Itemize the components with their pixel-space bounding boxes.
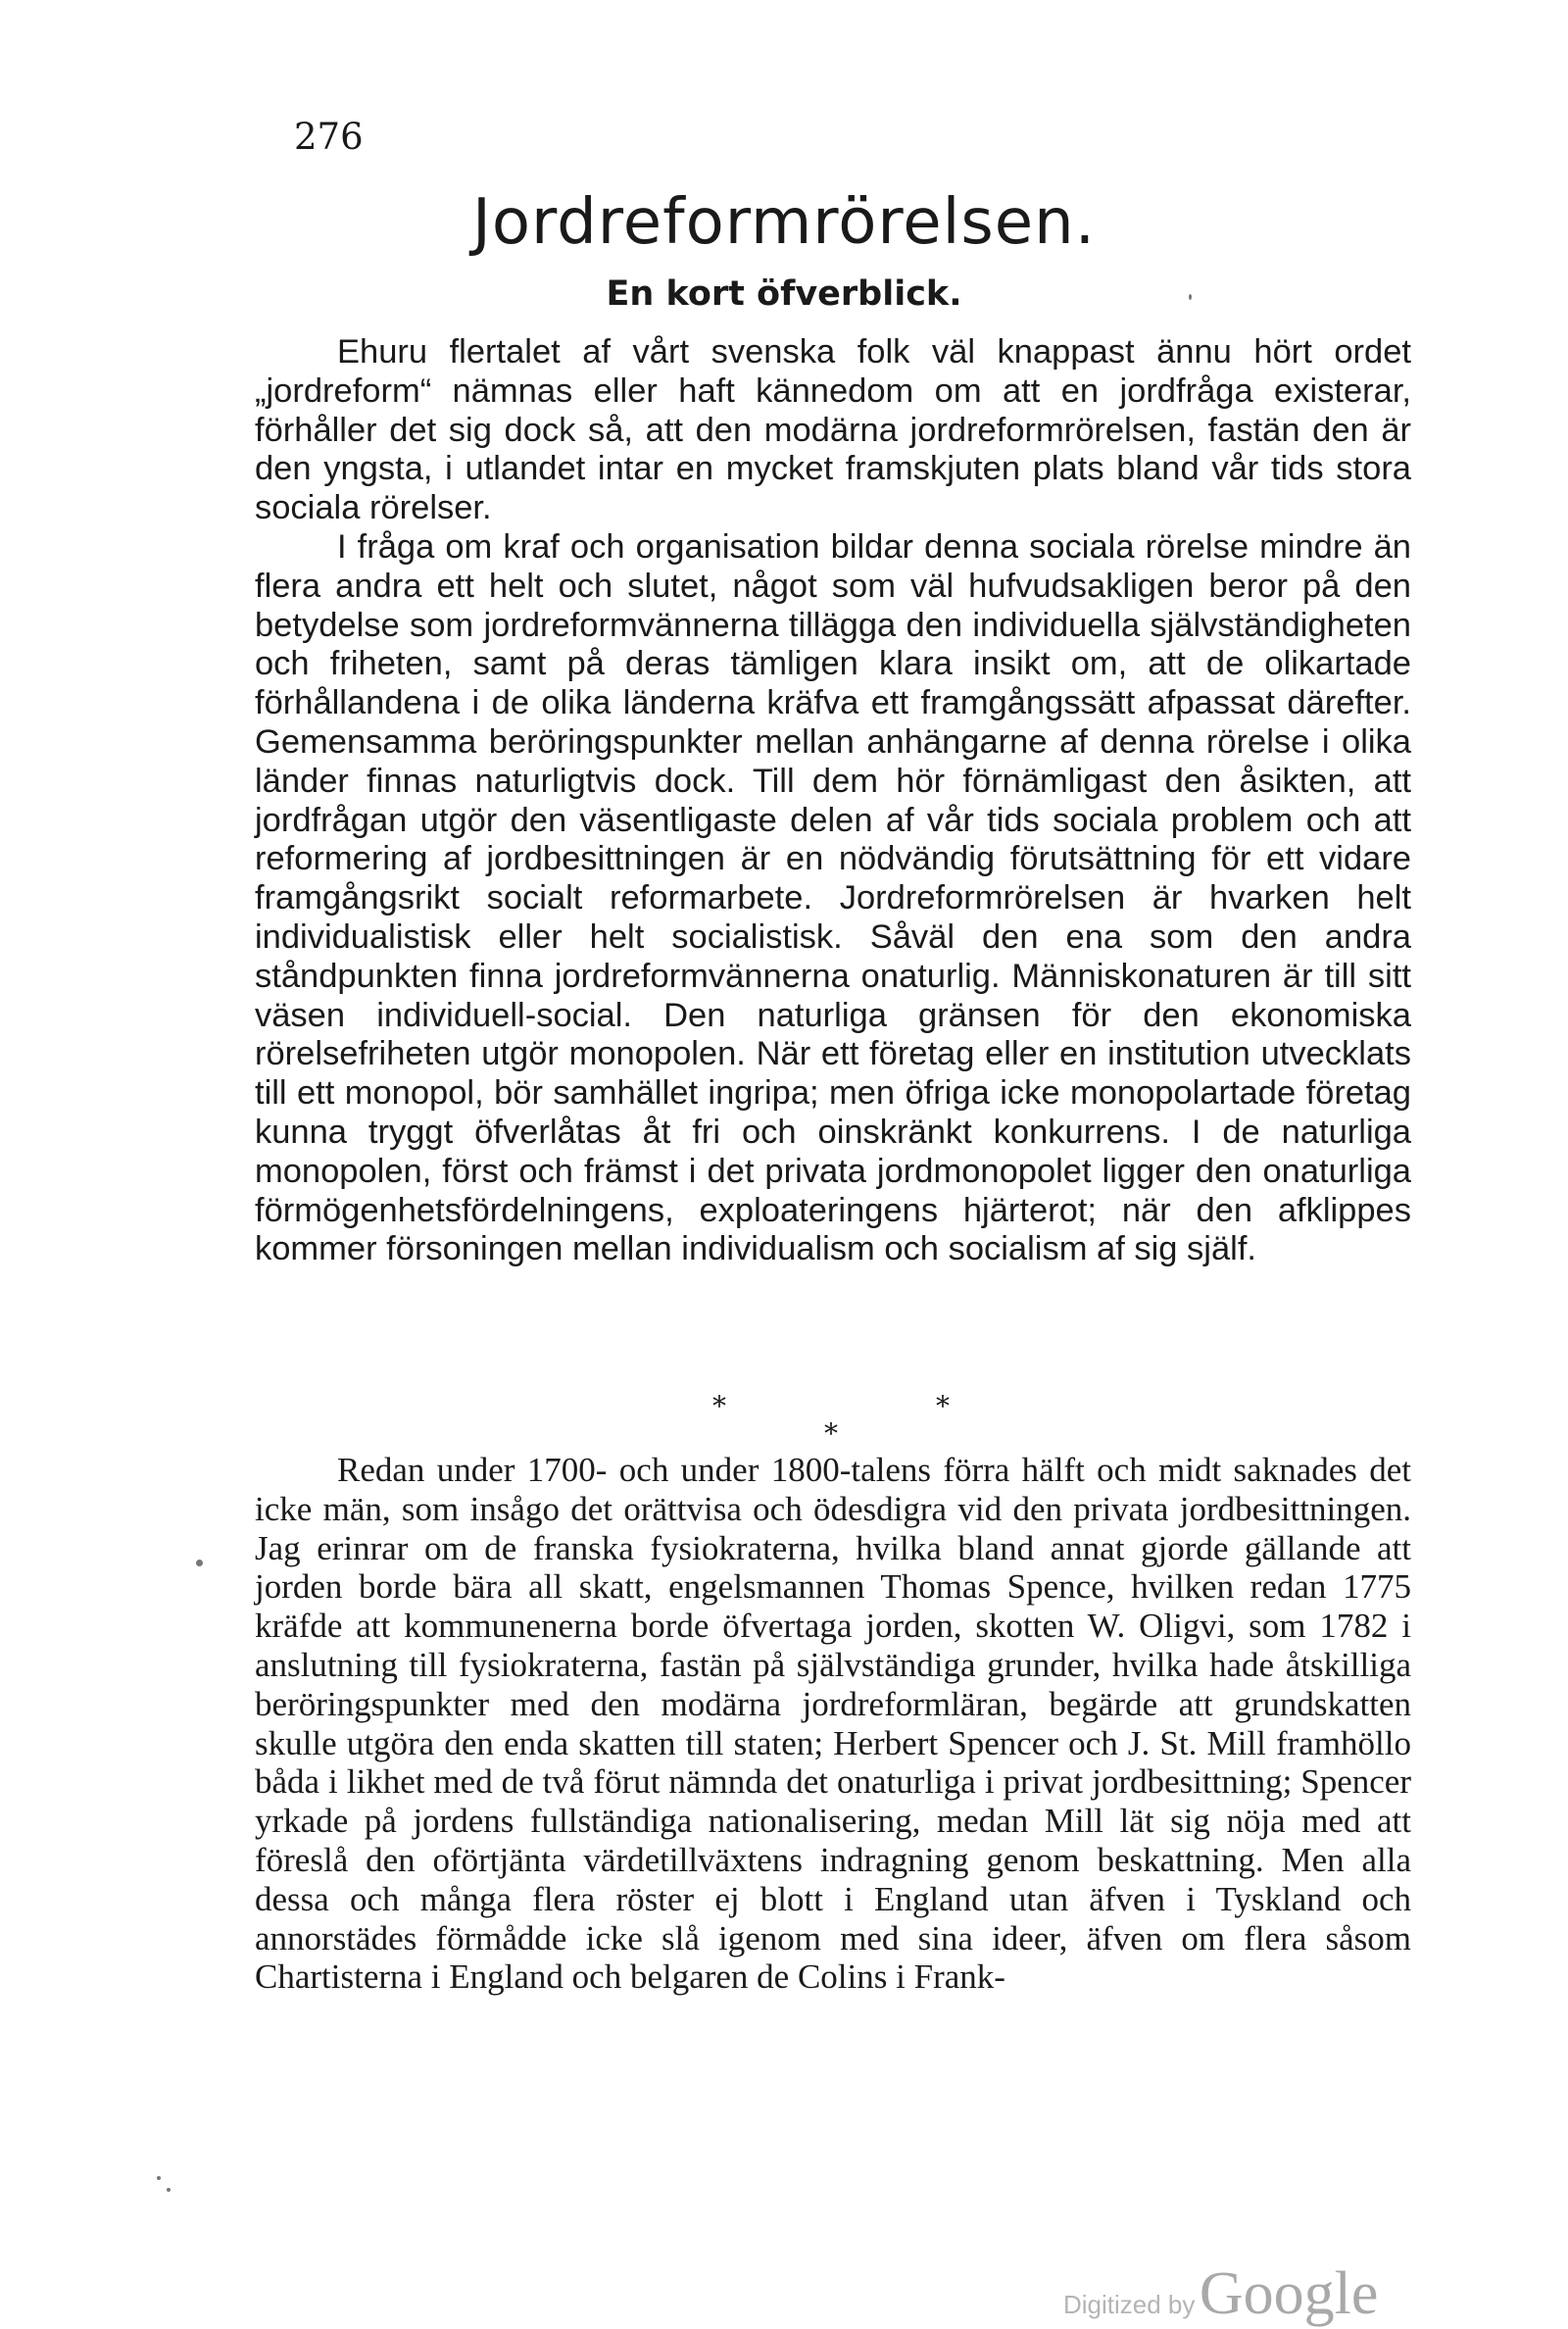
scan-speck	[196, 1560, 203, 1566]
page-number: 276	[294, 116, 364, 158]
digitized-watermark	[1063, 2259, 1378, 2329]
section-2-text	[255, 1451, 1411, 1997]
watermark-prefix: Digitized by	[1063, 2290, 1196, 2319]
scan-speck	[167, 2188, 171, 2192]
scan-speck	[1189, 294, 1192, 300]
page-subtitle: En kort öfverblick.	[606, 274, 962, 314]
scan-speck	[157, 2176, 161, 2180]
paragraph: I fråga om kraf och organisation bildar denna sociala rörelse mindre än flera andra ett helt och slutet, något som väl hufvudsakligen beror på den betydelse som jordreformvännerna tillägga den individuella självständigheten och friheten, samt på deras tämligen klara insikt om, att de olikartade förhållandena i de olika länderna kräfva ett framgångssätt afpassat därefter. Gemensamma beröringspunkter mellan anhängarne af denna rörelse i olika länder finnas naturligtvis dock. Till dem hör förnämligast den åsikten, att jordfrågan utgör den väsentligaste delen af vår tids sociala problem och att reformering af jordbesittningen är en nödvändig förutsättning för ett vidare framgångsrikt socialt reformarbete. Jordreformrörelsen är hvarken helt individualistisk eller helt socialistisk. Såväl den ena som den andra ståndpunkten finna jordreformvännerna onaturlig. Människonaturen är till sitt väsen individuell-social. Den naturliga gränsen för den ekonomiska rörelsefriheten utgör monopolen. När ett företag eller en institution utvecklats till ett monopol, bör samhället ingripa; men öfriga icke monopolartade företag kunna tryggt öfverlåtas åt fri och oinskränkt konkurrens. I de naturliga monopolen, först och främst i det privata jordmonopolet ligger den onaturliga förmögenhetsfördelningens, exploateringens hjärterot; när den afklippes kommer försoningen mellan individualism och socialism af sig själf.	[255, 527, 1411, 1268]
separator-asterisk: *	[936, 1390, 950, 1422]
paragraph: Redan under 1700- och under 1800-talens förra hälft och midt saknades det icke män, som insågo det orättvisa och ödesdigra vid den privata jordbesittningen. Jag erinrar om de franska fysiokraterna, hvilka bland annat gjorde gällande att jorden borde bära all skatt, engelsmannen Thomas Spence, hvilken redan 1775 kräfde att kommunenerna borde öfvertaga jorden, skotten W. Oligvi, som 1782 i anslutning till fysiokraterna, fastän på självständiga grunder, hvilka hade åtskilliga beröringspunkter med den modärna jordreformläran, begärde att grundskatten skulle utgöra den enda skatten till staten; Herbert Spencer och J. St. Mill framhöllo båda i likhet med de två förut nämnda det onaturliga i privat jordbesittning; Spencer yrkade på jordens fullständiga nationalisering, medan Mill lät sig nöja med att föreslå den oförtjänta värdetillväxtens indragning genom beskattning. Men alla dessa och många flera röster ej blott i England utan äfven i Tyskland och annorstädes förmådde icke slå igenom med sina ideer, äfven om flera såsom Chartisterna i England och belgaren de Colins i Frank-	[255, 1451, 1411, 1997]
section-1-text	[255, 333, 1411, 1269]
separator-asterisk: *	[824, 1417, 838, 1450]
separator-asterisk: *	[712, 1390, 726, 1422]
google-logo: Google	[1199, 2260, 1379, 2327]
page-title: Jordreformrörelsen.	[471, 186, 1097, 259]
paragraph: Ehuru flertalet af vårt svenska folk väl knappast ännu hört ordet „jordreform“ nämnas eller haft kännedom om att en jordfråga existerar, förhåller det sig dock så, att den modärna jordreformrörelsen, fastän den är den yngsta, i utlandet intar en mycket framskjuten plats bland vår tids stora sociala rörelser.	[255, 333, 1411, 527]
